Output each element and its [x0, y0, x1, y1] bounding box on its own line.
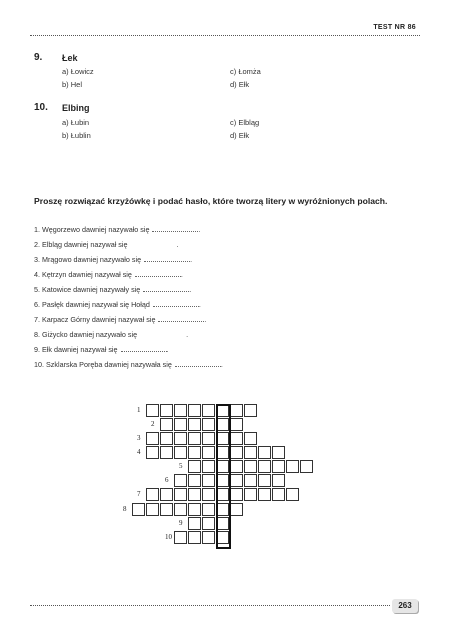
option-c: c) Łomża	[230, 67, 261, 76]
clue-text: Ełk dawniej nazywał się	[42, 345, 118, 354]
clue-text: Pasłęk dawniej nazywał się Hołąd	[42, 300, 150, 309]
clue-1: 1. Węgorzewo dawniej nazywało się .	[34, 225, 201, 234]
crossword-cell[interactable]	[146, 446, 159, 459]
crossword-cell[interactable]	[230, 488, 243, 501]
option-a: a) Łowicz	[62, 67, 94, 76]
clue-text: Kętrzyn dawniej nazywał się	[42, 270, 132, 279]
crossword-cell[interactable]	[272, 446, 285, 459]
answer-blank[interactable]	[175, 360, 221, 367]
crossword-row-number: 8	[123, 505, 127, 513]
crossword-cell[interactable]	[174, 446, 187, 459]
footer-rule	[30, 605, 390, 606]
crossword-cell[interactable]	[202, 517, 215, 530]
crossword-cell[interactable]	[188, 474, 201, 487]
crossword-cell[interactable]	[202, 404, 215, 417]
question-number: 10.	[34, 102, 48, 113]
crossword-row-number: 2	[151, 420, 155, 428]
clue-text: Elbląg dawniej nazywał się	[42, 240, 128, 249]
crossword-cell[interactable]	[244, 446, 257, 459]
header-rule	[30, 35, 420, 36]
crossword-cell[interactable]	[300, 460, 313, 473]
answer-blank[interactable]	[144, 255, 190, 262]
clue-number: 4.	[34, 270, 40, 279]
crossword-cell[interactable]	[132, 503, 145, 516]
crossword-cell[interactable]	[202, 446, 215, 459]
answer-blank[interactable]	[143, 285, 189, 292]
clue-2: 2. Elbląg dawniej nazywał się .	[34, 240, 179, 249]
crossword-cell[interactable]	[244, 488, 257, 501]
crossword-cell[interactable]	[188, 404, 201, 417]
clue-number: 3.	[34, 255, 40, 264]
option-a: a) Łubin	[62, 118, 90, 127]
crossword-cell[interactable]	[230, 432, 243, 445]
crossword-cell[interactable]	[230, 404, 243, 417]
option-d: d) Ełk	[230, 131, 250, 140]
crossword-row-number: 6	[165, 476, 169, 484]
crossword-cell[interactable]	[146, 432, 159, 445]
crossword-row-number: 10	[165, 533, 172, 541]
option-d: d) Ełk	[230, 80, 250, 89]
clue-6: 6. Pasłęk dawniej nazywał się Hołąd .	[34, 300, 201, 309]
clue-number: 9.	[34, 345, 40, 354]
crossword-cell[interactable]	[202, 432, 215, 445]
crossword-row-number: 1	[137, 406, 141, 414]
crossword-cell[interactable]	[160, 503, 173, 516]
crossword-cell[interactable]	[286, 460, 299, 473]
crossword-cell[interactable]	[188, 503, 201, 516]
answer-blank[interactable]	[153, 300, 199, 307]
clue-8: 8. Giżycko dawniej nazywało się .	[34, 330, 189, 339]
clue-text: Szklarska Poręba dawniej nazywała się	[46, 360, 172, 369]
clue-text: Węgorzewo dawniej nazywało się	[42, 225, 150, 234]
task-instruction: Proszę rozwiązać krzyżówkę i podać hasło, które tworzą litery w wyróżnionych polach.	[34, 196, 388, 206]
crossword-cell[interactable]	[202, 488, 215, 501]
crossword-cell[interactable]	[272, 474, 285, 487]
clue-text: Giżycko dawniej nazywało się	[42, 330, 138, 339]
clue-text: Mrągowo dawniej nazywało się	[42, 255, 142, 264]
clue-number: 6.	[34, 300, 40, 309]
clue-number: 2.	[34, 240, 40, 249]
crossword-cell[interactable]	[230, 418, 243, 431]
crossword-cell[interactable]	[174, 404, 187, 417]
crossword-cell[interactable]	[160, 418, 173, 431]
crossword-cell[interactable]	[188, 517, 201, 530]
crossword-cell[interactable]	[174, 488, 187, 501]
crossword-row-number: 5	[179, 462, 183, 470]
crossword-cell[interactable]	[188, 418, 201, 431]
page-number-badge: 263	[392, 599, 418, 613]
answer-blank[interactable]	[131, 241, 177, 247]
clue-4: 4. Kętrzyn dawniej nazywał się .	[34, 270, 183, 279]
crossword-cell[interactable]	[258, 488, 271, 501]
crossword-cell[interactable]	[230, 460, 243, 473]
option-b: b) Hel	[62, 80, 83, 89]
crossword-cell[interactable]	[258, 446, 271, 459]
crossword-cell[interactable]	[160, 432, 173, 445]
crossword-cell[interactable]	[174, 432, 187, 445]
crossword-row-number: 4	[137, 448, 141, 456]
answer-blank[interactable]	[158, 315, 204, 322]
clue-9: 9. Ełk dawniej nazywał się .	[34, 345, 169, 354]
crossword-cell[interactable]	[174, 474, 187, 487]
crossword-cell[interactable]	[188, 446, 201, 459]
crossword-cell[interactable]	[230, 446, 243, 459]
crossword-cell[interactable]	[188, 488, 201, 501]
question-title: Elbing	[62, 103, 90, 113]
crossword-cell[interactable]	[202, 503, 215, 516]
clue-text: Katowice dawniej nazywały się	[42, 285, 141, 294]
crossword-cell[interactable]	[174, 418, 187, 431]
answer-blank[interactable]	[121, 345, 167, 352]
crossword-cell[interactable]	[258, 474, 271, 487]
crossword-cell[interactable]	[146, 488, 159, 501]
clue-7: 7. Karpacz Górny dawniej nazywał się .	[34, 315, 207, 324]
answer-blank[interactable]	[140, 331, 186, 337]
crossword-cell[interactable]	[244, 432, 257, 445]
option-c: c) Elbląg	[230, 118, 260, 127]
clue-3: 3. Mrągowo dawniej nazywało się .	[34, 255, 193, 264]
clue-number: 5.	[34, 285, 40, 294]
clue-5: 5. Katowice dawniej nazywały się .	[34, 285, 192, 294]
crossword-cell[interactable]	[160, 488, 173, 501]
option-b: b) Łublin	[62, 131, 91, 140]
crossword-cell[interactable]	[188, 460, 201, 473]
crossword-row-number: 7	[137, 490, 141, 498]
clue-10: 10. Szklarska Poręba dawniej nazywała się .	[34, 360, 223, 369]
clue-number: 10.	[34, 360, 44, 369]
crossword-cell[interactable]	[258, 460, 271, 473]
clue-number: 7.	[34, 315, 40, 324]
crossword-cell[interactable]	[230, 474, 243, 487]
crossword-cell[interactable]	[160, 404, 173, 417]
crossword-cell[interactable]	[272, 488, 285, 501]
crossword-cell[interactable]	[202, 460, 215, 473]
clue-number: 8.	[34, 330, 40, 339]
crossword-cell[interactable]	[146, 503, 159, 516]
crossword-cell[interactable]	[188, 531, 201, 544]
answer-blank[interactable]	[152, 225, 198, 232]
crossword-cell[interactable]	[174, 531, 187, 544]
crossword-cell[interactable]	[174, 503, 187, 516]
crossword-cell[interactable]	[230, 503, 243, 516]
clue-text: Karpacz Górny dawniej nazywał się	[42, 315, 156, 324]
question-number: 9.	[34, 52, 43, 63]
crossword-cell[interactable]	[202, 474, 215, 487]
highlighted-column	[216, 404, 231, 549]
crossword-cell[interactable]	[202, 531, 215, 544]
crossword-cell[interactable]	[160, 446, 173, 459]
crossword-row-number: 9	[179, 519, 183, 527]
crossword-cell[interactable]	[146, 404, 159, 417]
question-title: Łek	[62, 53, 78, 63]
crossword-cell[interactable]	[202, 418, 215, 431]
crossword-cell[interactable]	[286, 488, 299, 501]
crossword-cell[interactable]	[244, 404, 257, 417]
answer-blank[interactable]	[135, 270, 181, 277]
test-label: TEST NR 86	[373, 24, 416, 31]
crossword-row-number: 3	[137, 434, 141, 442]
clue-number: 1.	[34, 225, 40, 234]
crossword-cell[interactable]	[188, 432, 201, 445]
crossword-cell[interactable]	[244, 460, 257, 473]
crossword-cell[interactable]	[272, 460, 285, 473]
crossword-cell[interactable]	[244, 474, 257, 487]
